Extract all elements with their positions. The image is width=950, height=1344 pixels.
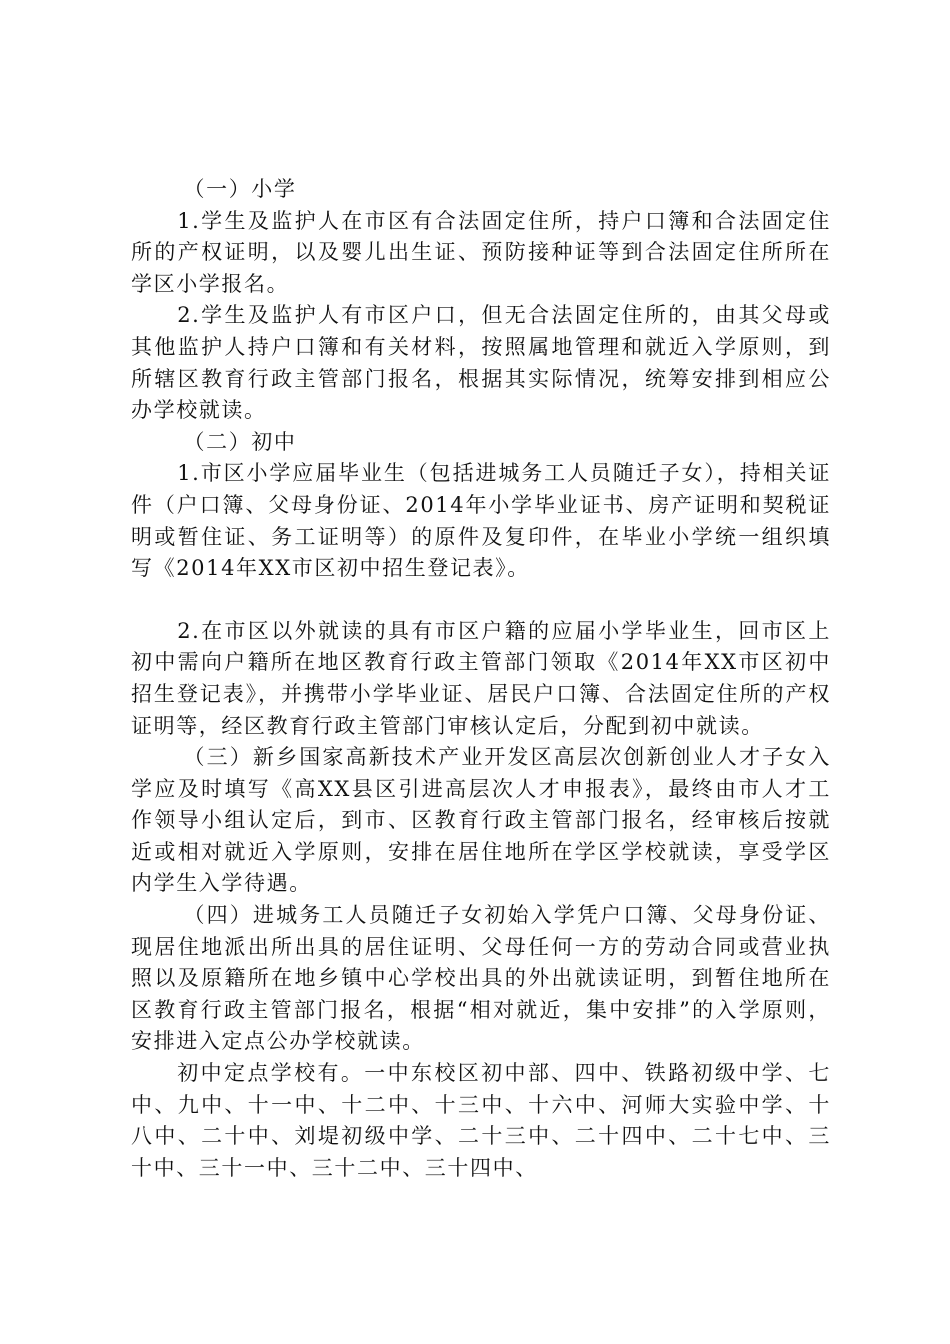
paragraph-middle-2: 2.在市区以外就读的具有市区户籍的应届小学毕业生，回市区上初中需向户籍所在地区教育行政主管部门领取《2014年XX市区初中招生登记表》，并携带小学毕业证、居民户口簿、合法固定住所的产权证明等，经区教育行政主管部门审核认定后，分配到初中就读。: [131, 618, 831, 738]
paragraph-designated-schools: 初中定点学校有。一中东校区初中部、四中、铁路初级中学、七中、九中、十一中、十二中、十三中、十六中、河师大实验中学、十八中、二十中、刘堤初级中学、二十三中、二十四中、二十七中、三十中、三十一中、三十二中、三十四中、: [131, 1061, 831, 1180]
section-heading-primary-school: （一）小学: [183, 177, 297, 201]
paragraph-primary-1: 1.学生及监护人在市区有合法固定住所，持户口簿和合法固定住所的产权证明，以及婴儿出生证、预防接种证等到合法固定住所所在学区小学报名。: [131, 208, 831, 296]
blank-line: [131, 585, 831, 616]
section-four-migrant-children: （四）进城务工人员随迁子女初始入学凭户口簿、父母身份证、现居住地派出所出具的居住证明、父母任何一方的劳动合同或营业执照以及原籍所在地乡镇中心学校出具的外出就读证明，到暂住地所在区教育行政主管部门报名，根据“相对就近，集中安排”的入学原则，安排进入定点公办学校就读。: [131, 903, 831, 1054]
section-three-talent-children: （三）新乡国家高新技术产业开发区高层次创新创业人才子女入学应及时填写《高XX县区引进高层次人才申报表》，最终由市人才工作领导小组认定后，到市、区教育行政主管部门报名，经审核后按就近或相对就近入学原则，安排在居住地所在学区学校就读，享受学区内学生入学待遇。: [131, 745, 831, 896]
document-body: [131, 174, 831, 1184]
paragraph-middle-1: 1.市区小学应届毕业生（包括进城务工人员随迁子女），持相关证件（户口簿、父母身份证、2014年小学毕业证书、房产证明和契税证明或暂住证、务工证明等）的原件及复印件，在毕业小学统一组织填写《2014年XX市区初中招生登记表》。: [131, 461, 831, 581]
section-heading-middle-school: （二）初中: [183, 429, 297, 454]
paragraph-primary-2: 2.学生及监护人有市区户口，但无合法固定住所的，由其父母或其他监护人持户口簿和有关材料，按照属地管理和就近入学原则，到所辖区教育行政主管部门报名，根据其实际情况，统筹安排到相应公办学校就读。: [131, 303, 831, 423]
